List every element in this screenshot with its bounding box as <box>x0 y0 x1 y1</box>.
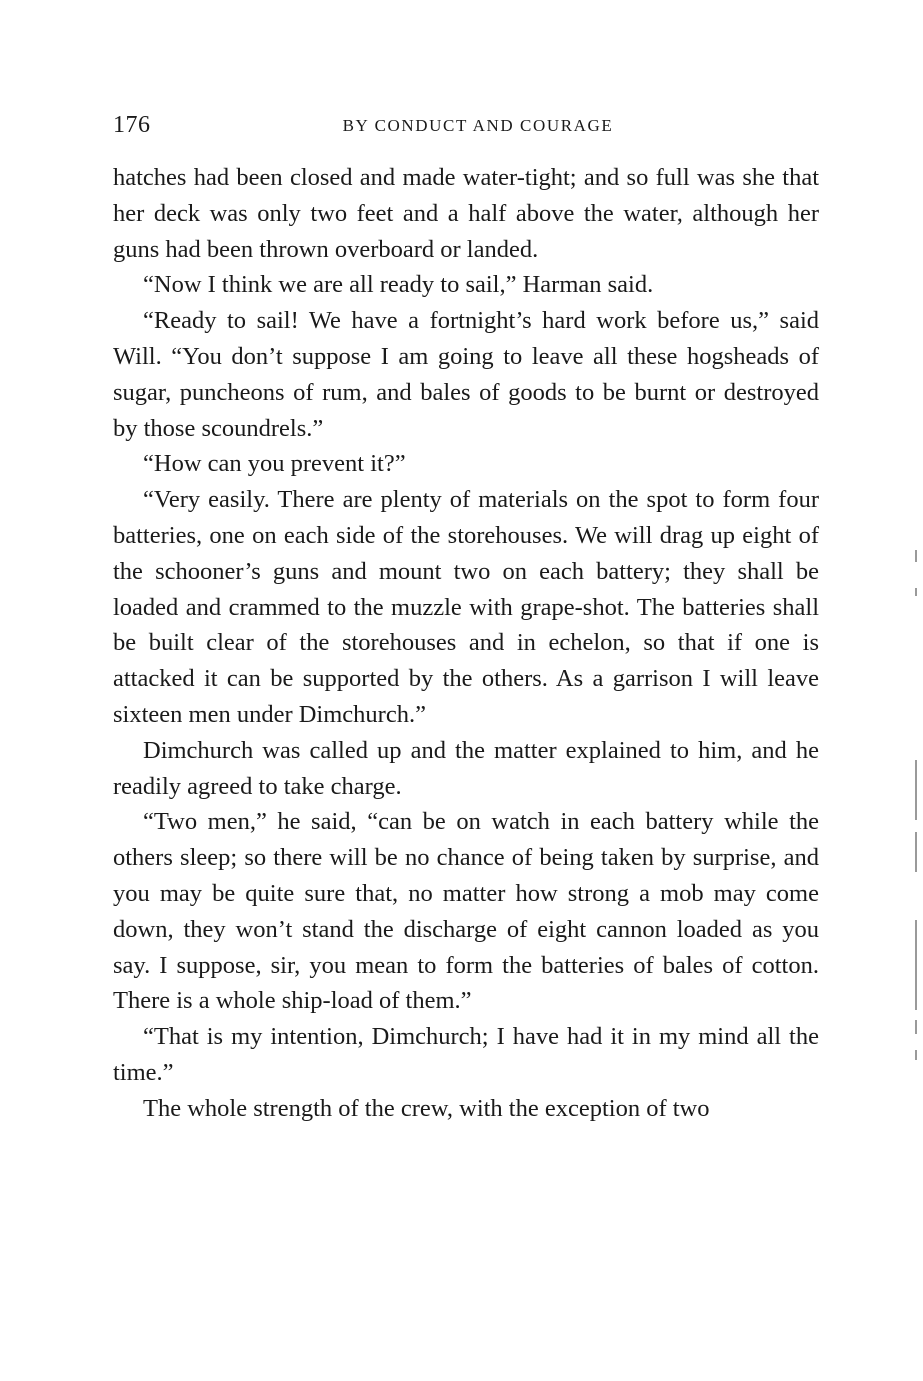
paragraph: Dimchurch was called up and the matter explained to him, and he readily agreed to take charge. <box>113 736 819 800</box>
scan-edge-mark <box>915 920 917 1010</box>
paragraph: “That is my intention, Dimchurch; I have had it in my mind all the time.” <box>113 1023 819 1086</box>
running-head: BY CONDUCT AND COURAGE <box>342 116 614 135</box>
paragraph-continuation: hatches had been closed and made water-tight; and so full was she that her deck was only two feet and a half above the water, although her guns had been thrown overboard or landed. <box>113 164 819 263</box>
paragraph: “Ready to sail! We have a fortnight’s hard work before us,” said Will. “You don’t suppose I am going to leave all these hogsheads of sugar, puncheons of rum, and bales of goods to be burnt or destroyed by those scoundrels.” <box>113 307 819 442</box>
body-text <box>113 160 819 1127</box>
scan-edge-mark <box>915 1020 917 1034</box>
paragraph: “Two men,” he said, “can be on watch in each battery while the others sleep; so there will be no chance of being taken by surprise, and you may be quite sure that, no matter how strong a mob may come down, they won’t stand the discharge of eight cannon loaded as you say. I suppose, sir, you mean to form the batteries of bales of cotton. There is a whole ship-load of them.” <box>113 808 819 1015</box>
scan-edge-marks <box>915 550 919 1070</box>
scan-edge-mark <box>915 832 917 872</box>
paragraph: “How can you prevent it?” <box>143 450 406 478</box>
scan-edge-mark <box>915 550 917 562</box>
paragraph: “Now I think we are all ready to sail,” Harman said. <box>143 271 654 299</box>
paragraph-last: The whole strength of the crew, with the exception of two <box>143 1094 710 1122</box>
page-header <box>113 112 823 142</box>
scan-edge-mark <box>915 1050 917 1060</box>
scan-edge-mark <box>915 588 917 596</box>
page-number: 176 <box>113 112 151 138</box>
paragraph: “Very easily. There are plenty of materials on the spot to form four batteries, one on each side of the storehouses. We will drag up eight of the schooner’s guns and mount two on each battery; they shall be loaded and crammed to the muzzle with grape-shot. The batteries shall be built clear of the storehouses and in echelon, so that if one is attacked it can be supported by the others. As a garrison I will leave sixteen men under Dimchurch.” <box>113 486 819 728</box>
scan-edge-mark <box>915 760 917 820</box>
